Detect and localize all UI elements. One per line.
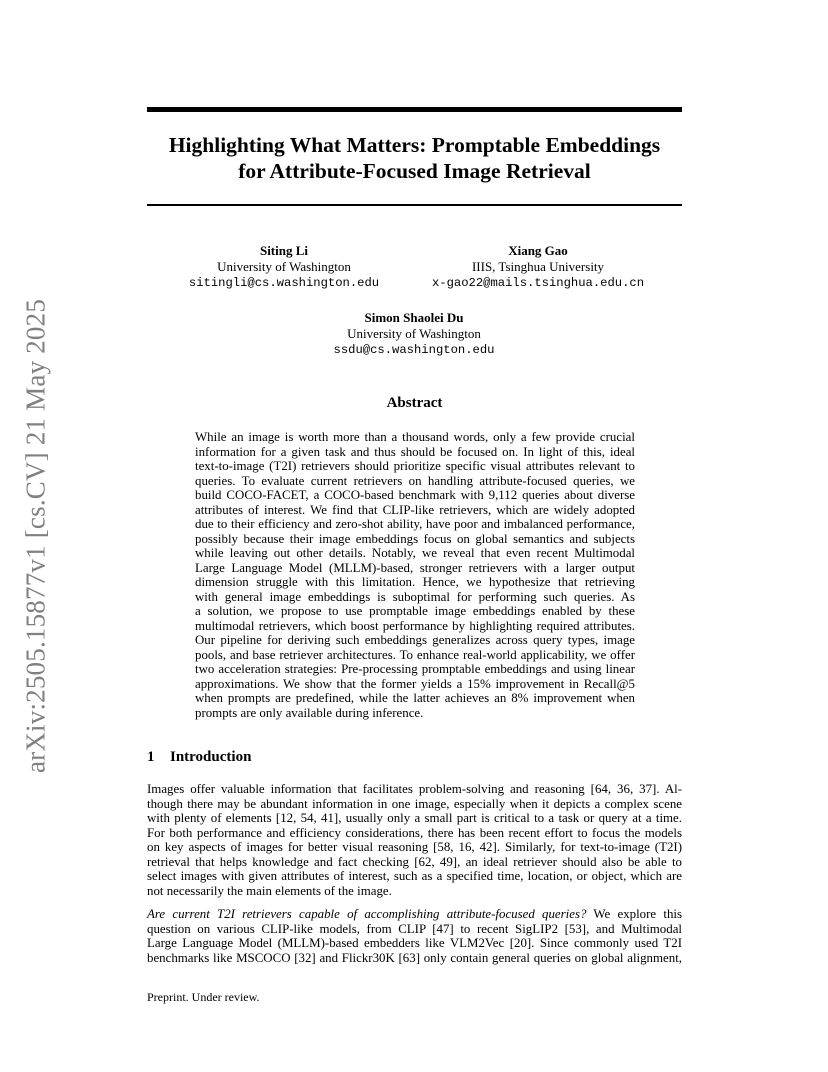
- author-name: Siting Li: [259, 243, 309, 258]
- author-email[interactable]: ssdu@cs.washington.edu: [333, 343, 495, 357]
- title-top-rule: [147, 107, 682, 112]
- abstract-line: pools, and base retriever architectures. To enhance real-world applicability, we offer: [195, 647, 635, 662]
- abstract-line: multimodal retrievers, which boost performance by highlighting required attributes.: [195, 618, 635, 633]
- research-question: Are current T2I retrievers capable of accomplishing attribute-focused queries?: [147, 907, 587, 921]
- abstract-line: due to their efficiency and zero-shot ability, have poor and imbalanced performance,: [195, 517, 635, 531]
- body-line: select images with given attributes of interest, such as a specified time, location, or object, which are: [147, 869, 682, 883]
- section-number: 1: [147, 749, 155, 765]
- paper-title: [147, 132, 682, 184]
- abstract-line: information for a given task and thus should be focused on. In light of this, ideal: [195, 444, 635, 459]
- author-name: Simon Shaolei Du: [364, 310, 464, 325]
- abstract-body: [195, 430, 635, 720]
- abstract-line: when prompts are predefined, while the latter achieves an 8% improvement when: [195, 691, 635, 705]
- body-line: [147, 907, 682, 922]
- author-name: Xiang Gao: [508, 243, 568, 258]
- body-line: question on various CLIP-like models, from CLIP [47] to recent SigLIP2 [53], and Multimodal: [147, 921, 682, 936]
- title-bottom-rule: [147, 204, 682, 206]
- body-line-rest: We explore this: [586, 907, 682, 921]
- abstract-line: a solution, we propose to use promptable image embeddings enabled by these: [195, 604, 635, 618]
- body-line: with plenty of elements [12, 54, 41], usually only a small part is critical to a task or query at a time.: [147, 811, 682, 825]
- author-block: [314, 310, 514, 358]
- body-line: Images offer valuable information that facilitates problem-solving and reasoning [64, 36, 37]. Al-: [147, 782, 682, 796]
- footer-note: Preprint. Under review.: [147, 990, 260, 1004]
- body-line: Large Language Model (MLLM)-based embedders like VLM2Vec [20]. Since commonly used T2I: [147, 936, 682, 950]
- arxiv-identifier-stamp: arXiv:2505.15877v1 [cs.CV] 21 May 2025: [20, 298, 51, 774]
- author-block: [413, 243, 663, 291]
- title-line-2: for Attribute-Focused Image Retrieval: [238, 159, 591, 183]
- abstract-line: Our pipeline for deriving such embeddings generalizes across query types, image: [195, 633, 635, 647]
- abstract-line: dimension struggle with this limitation. Hence, we hypothesize that retrieving: [195, 575, 635, 589]
- body-line: on key aspects of images for better visual reasoning [58, 16, 42]. Similarly, for text-to-image (T2I): [147, 840, 682, 854]
- abstract-line: possibly because their image embeddings focus on global semantics and subjects: [195, 531, 635, 546]
- title-line-1: Highlighting What Matters: Promptable Embeddings: [168, 133, 661, 157]
- abstract-line: queries. To evaluate current retrievers on handling attribute-focused queries, we: [195, 473, 635, 488]
- body-line: though there may be abundant information in one image, especially when it depicts a complex scene: [147, 796, 682, 811]
- abstract-line: text-to-image (T2I) retrievers should prioritize specific visual attributes relevant to: [195, 459, 635, 473]
- abstract-line: approximations. We show that the former yields a 15% improvement in Recall@5: [195, 676, 635, 691]
- abstract-line: Large Language Model (MLLM)-based, stronger retrievers with a larger output: [195, 560, 635, 575]
- author-block: [184, 243, 384, 291]
- author-affiliation: University of Washington: [217, 259, 351, 274]
- body-line: benchmarks like MSCOCO [32] and Flickr30K [63] only contain general queries on global alignment,: [147, 950, 682, 965]
- author-affiliation: University of Washington: [347, 326, 481, 341]
- abstract-line: with general image embeddings is suboptimal for performing such queries. As: [195, 589, 635, 604]
- body-line: not necessarily the main elements of the image.: [147, 883, 392, 898]
- abstract-line: While an image is worth more than a thousand words, only a few provide crucial: [195, 430, 635, 444]
- intro-paragraph-1: [147, 782, 682, 898]
- author-affiliation: IIIS, Tsinghua University: [471, 259, 605, 274]
- body-line: retrieval that helps knowledge and fact checking [62, 49], an ideal retriever should also be able to: [147, 854, 682, 869]
- abstract-line: prompts are only available during inference.: [195, 705, 424, 720]
- abstract-heading: Abstract: [386, 395, 443, 411]
- body-line: For both performance and efficiency considerations, there has been recent effort to focus the models: [147, 825, 682, 840]
- intro-paragraph-2: [147, 907, 682, 965]
- abstract-line: while leaving out other details. Notably, we reveal that even recent Multimodal: [195, 546, 635, 560]
- author-email[interactable]: x-gao22@mails.tsinghua.edu.cn: [431, 276, 645, 290]
- abstract-line: two acceleration strategies: Pre-processing promptable embeddings and using linear: [195, 662, 635, 676]
- section-heading-introduction: [147, 749, 251, 766]
- section-title: Introduction: [170, 749, 252, 765]
- abstract-line: attributes of interest. We find that CLIP-like retrievers, which are widely adopted: [195, 502, 635, 517]
- author-email[interactable]: sitingli@cs.washington.edu: [188, 276, 380, 290]
- abstract-line: build COCO-FACET, a COCO-based benchmark with 9,112 queries about diverse: [195, 488, 635, 502]
